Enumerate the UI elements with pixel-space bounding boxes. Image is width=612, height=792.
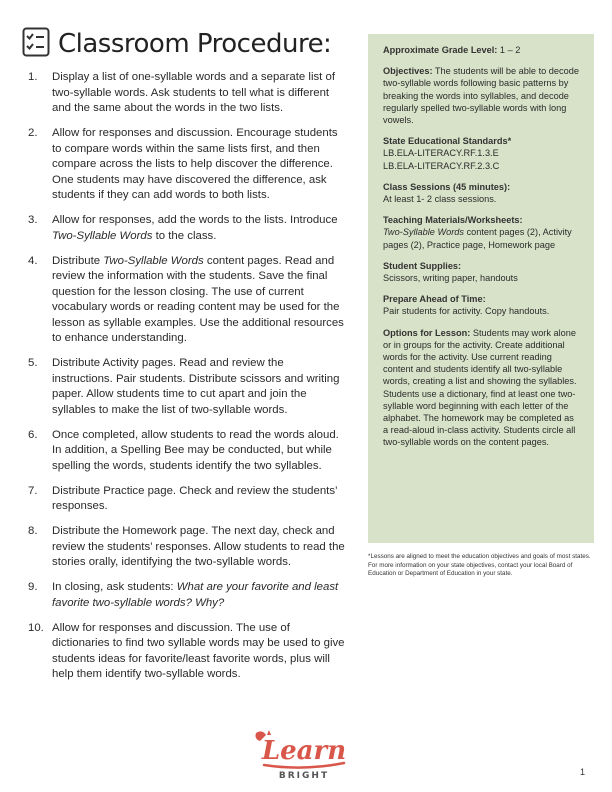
procedure-step: [28, 213, 346, 244]
logo-word: Learn: [261, 736, 347, 766]
standards-footnote: *Lessons are aligned to meet the education objectives and goals of most states. For more information on your state objectives, contact your local Board of Education or Department of Education in your state.: [368, 553, 591, 578]
step-text: Display a list of one-syllable words and a separate list of two-syllable words. Ask students to tell what is different and the same about the words in the two lists.: [52, 71, 336, 115]
page-header: [22, 22, 331, 62]
procedure-step: [28, 621, 346, 683]
student-supplies: Student Supplies: Scissors, writing paper, handouts: [383, 260, 518, 284]
page-number: 1: [580, 767, 586, 777]
step-number: 7.: [28, 484, 38, 497]
logo-sub: BRIGHT: [278, 771, 330, 781]
step-number: 1.: [28, 71, 38, 83]
step-number: 4.: [28, 254, 38, 267]
step-number: 6.: [28, 428, 38, 441]
step-number: 3.: [28, 214, 38, 227]
step-text: Distribute the Homework page. The next day, check and review the students’ responses. Allow students to read the stories orally, identifying the two-syllable words.: [52, 525, 345, 569]
procedure-step: [28, 484, 346, 515]
class-sessions: Class Sessions (45 minutes): At least 1- 2 class sessions.: [383, 181, 511, 205]
procedure-step: [28, 70, 346, 117]
teaching-materials: Teaching Materials/Worksheets: Two-Syllable Words content pages (2), Activity pages (2), Practice page, Homework page: [383, 215, 572, 250]
step-text: In closing, ask students: What are your favorite and least favorite two-syllable words? Why?: [52, 581, 339, 609]
procedure-list: [28, 70, 346, 692]
step-text: Allow for responses and discussion. Encourage students to compare words within the same lists first, and then compare across the lists to help discover the difference. One students may have discovered the difference, ask students if they can add words to both lists.: [52, 126, 338, 202]
step-text: Allow for responses and discussion. The use of dictionaries to find two syllable words may be used to give students ideas for favorite/least favorite words, plus will help them identify two-syllable words.: [52, 621, 345, 681]
objectives: Objectives: The students will be able to decode two-syllable words following basic patterns by breaking the words into syllables, and decode regularly spelled two-syllable words with long vowels.: [383, 66, 579, 126]
step-text: Distribute Practice page. Check and review the students’ responses.: [52, 484, 338, 513]
lesson-info-sidebar: [368, 34, 594, 543]
step-text: Distribute Two-Syllable Words content pages. Read and review the information with the students. Save the final question for the lesson closing. The use of current vocabulary words or reading content may be used for the lesson as syllable examples. Use the additional resources to enhance understanding.: [52, 254, 344, 345]
checklist-icon: [22, 27, 50, 57]
step-number: 2.: [28, 126, 38, 139]
procedure-step: [28, 254, 346, 348]
procedure-step: [28, 428, 346, 475]
procedure-step: [28, 524, 346, 571]
lesson-options: Options for Lesson: Students may work alone or in groups for the activity. Create additional words for the activity. Use current reading content and students identify all two-syllable words, creating a list and showing the syllables. Students use a dictionary, find at least one two-syllable word beginning with each letter of the alphabet. The homework may be completed as a read-aloud in-class activity. Students circle all two-syllable words on the content pages.: [383, 327, 577, 448]
standard-code: LB.ELA-LITERACY.RF.2.3.C: [383, 160, 500, 171]
step-number: 9.: [28, 581, 38, 594]
step-text: Distribute Activity pages. Read and review the instructions. Pair students. Distribute scissors and writing paper. Allow students time to cut apart and join the syllables to make the list of two-syllable words.: [52, 357, 340, 417]
step-number: 8.: [28, 525, 38, 538]
procedure-step: [28, 356, 346, 418]
grade-level: Approximate Grade Level: 1 – 2: [383, 45, 521, 55]
learn-bright-logo: [254, 729, 354, 781]
step-text: Once completed, allow students to read the words aloud. In addition, a Spelling Bee may be conducted, but while spelling the words, students identify the two syllables.: [52, 428, 339, 472]
page-title: Classroom Procedure:: [58, 29, 332, 59]
standard-code: LB.ELA-LITERACY.RF.1.3.E: [383, 148, 499, 159]
step-number: 10.: [28, 621, 44, 634]
step-number: 5.: [28, 357, 38, 370]
step-text: Allow for responses, add the words to the lists. Introduce Two-Syllable Words to the class.: [52, 214, 338, 242]
state-standards: State Educational Standards* LB.ELA-LITERACY.RF.1.3.E LB.ELA-LITERACY.RF.2.3.C: [383, 135, 580, 172]
prepare-ahead: Prepare Ahead of Time: Pair students for activity. Copy handouts.: [383, 294, 550, 317]
procedure-step: [28, 580, 346, 611]
procedure-step: [28, 126, 346, 204]
